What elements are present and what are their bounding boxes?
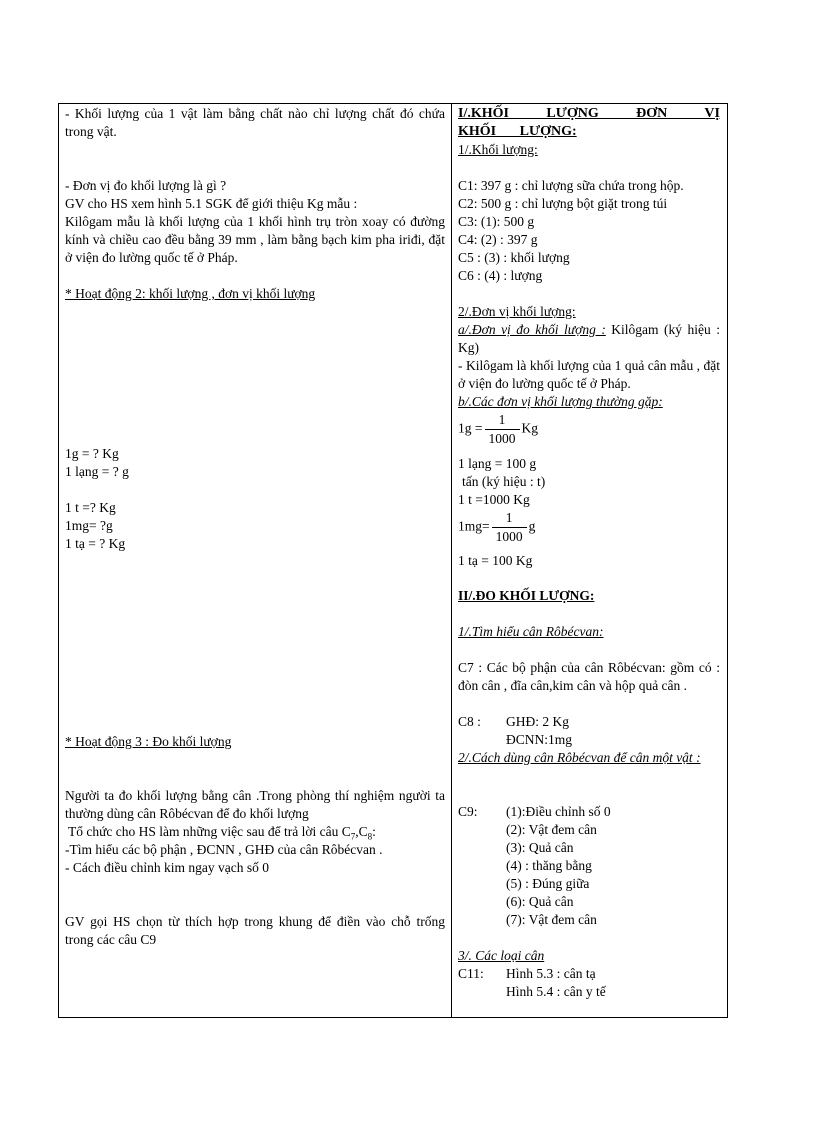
organize-text: Tổ chức cho HS làm những việc sau để trả lời câu $C_7,C_8$: bbox=[68, 824, 376, 842]
answer-c6: C6 : (4) : lượng bbox=[458, 268, 543, 283]
question-1g: 1g = ? Kg bbox=[65, 446, 119, 461]
answer-c9-3: (3): Quả cân bbox=[506, 840, 574, 855]
answer-c11-1: C11: Hình 5.3 : cân tạ bbox=[458, 966, 596, 981]
sub-heading-1: 1/.Khối lượng: bbox=[458, 142, 538, 157]
lang-conversion: 1 lạng = 100 g bbox=[458, 456, 537, 471]
answer-c11-2: Hình 5.4 : cân y tế bbox=[506, 984, 606, 999]
sub-heading-2b: b/.Các đơn vị khối lượng thường gặp: bbox=[458, 394, 663, 409]
question-tan: 1 t =? Kg bbox=[65, 500, 116, 515]
sub-heading-4: 2/.Cách dùng cân Rôbécvan để cân một vật : bbox=[458, 750, 701, 765]
answer-c8-dcnn: ĐCNN:1mg bbox=[506, 732, 573, 747]
task-1: -Tìm hiểu các bộ phận , ĐCNN , GHĐ của cân Rôbécvan . bbox=[65, 842, 383, 857]
gv-choose-text: GV gọi HS chọn từ thích hợp trong khung để điền vào chỗ trống trong các câu C9 bbox=[65, 914, 445, 947]
answer-c5: C5 : (3) : khối lượng bbox=[458, 250, 570, 265]
sub-heading-3: 1/.Tìm hiểu cân Rôbécvan: bbox=[458, 624, 604, 639]
sub-heading-2: 2/.Đơn vị khối lượng: bbox=[458, 304, 576, 319]
answer-c3: C3: (1): 500 g bbox=[458, 214, 535, 229]
answer-c8-ghd: C8 : GHĐ: 2 Kg bbox=[458, 714, 569, 729]
answer-c9-6: (6): Quả cân bbox=[506, 894, 574, 909]
fraction-mg: $\frac{1}{1000}$ bbox=[492, 509, 527, 546]
lesson-table bbox=[58, 103, 728, 1018]
question-lang: 1 lạng = ? g bbox=[65, 464, 129, 479]
answer-c7: C7 : Các bộ phận của cân Rôbécvan: gồm có : đòn cân , đĩa cân,kim cân và hộp quả cân . bbox=[458, 660, 720, 693]
activity-3-heading: * Hoạt động 3 : Đo khối lượng bbox=[65, 734, 232, 749]
gram-conversion: 1g = $\frac{1}{1000}$ Kg bbox=[458, 412, 538, 446]
tan-conversion: 1 t =1000 Kg bbox=[458, 492, 530, 507]
answer-c2: C2: 500 g : chỉ lượng bột giặt trong túi bbox=[458, 196, 668, 211]
kg-text: - Kilôgam là khối lượng của 1 quả cân mẫu , đặt ở viện đo lường quốc tế ở Pháp. bbox=[458, 358, 720, 391]
unit-definition: a/.Đơn vị đo khối lượng : Kilôgam (ký hiệu : Kg) bbox=[458, 322, 720, 355]
heading-2: II/.ĐO KHỐI LƯỢNG: bbox=[458, 588, 595, 603]
activity-2-heading: * Hoạt động 2: khối lượng , đơn vị khối lượng bbox=[65, 286, 316, 301]
sub-heading-5: 3/. Các loại cân bbox=[458, 948, 545, 963]
question-ta: 1 tạ = ? Kg bbox=[65, 536, 126, 551]
gv-show-text: GV cho HS xem hình 5.1 SGK để giới thiệu Kg mẫu : bbox=[65, 196, 358, 211]
unit-question: - Đơn vị đo khối lượng là gì ? bbox=[65, 178, 227, 193]
column-divider bbox=[451, 104, 452, 1017]
answer-c1: C1: 397 g : chỉ lượng sữa chứa trong hộp. bbox=[458, 178, 684, 193]
answer-c9-4: (4) : thăng bằng bbox=[506, 858, 592, 873]
answer-c9-1: C9: (1):Điều chỉnh số 0 bbox=[458, 804, 611, 819]
tan-symbol: tấn (ký hiệu : t) bbox=[462, 474, 546, 489]
answer-c9-7: (7): Vật đem cân bbox=[506, 912, 597, 927]
measure-text: Người ta đo khối lượng bằng cân .Trong phòng thí nghiệm người ta thường dùng cân Rôbécvan để đo khối lượng bbox=[65, 788, 445, 821]
answer-c4: C4: (2) : 397 g bbox=[458, 232, 538, 247]
fraction: $\frac{1}{1000}$ bbox=[485, 411, 520, 448]
question-mg: 1mg= ?g bbox=[65, 518, 113, 533]
answer-c9-5: (5) : Đúng giữa bbox=[506, 876, 590, 891]
task-2: - Cách điều chỉnh kim ngay vạch số 0 bbox=[65, 860, 269, 875]
kg-definition: Kilôgam mẫu là khối lượng của 1 khối hình trụ tròn xoay có đường kính và chiều cao đều bằng 39 mm , làm bằng bạch kim pha iriđi, đặt ở viện đo lường quốc tế ở Pháp. bbox=[65, 214, 445, 265]
mg-conversion: 1mg= $\frac{1}{1000}$ g bbox=[458, 510, 536, 544]
answer-c9-2: (2): Vật đem cân bbox=[506, 822, 597, 837]
heading-1: I/.KHỐI LƯỢNG ĐƠN VỊ KHỐI LƯỢNG: bbox=[458, 106, 720, 139]
ta-conversion: 1 tạ = 100 Kg bbox=[458, 553, 533, 568]
intro-text: - Khối lượng của 1 vật làm bằng chất nào chỉ lượng chất đó chứa trong vật. bbox=[65, 106, 445, 139]
